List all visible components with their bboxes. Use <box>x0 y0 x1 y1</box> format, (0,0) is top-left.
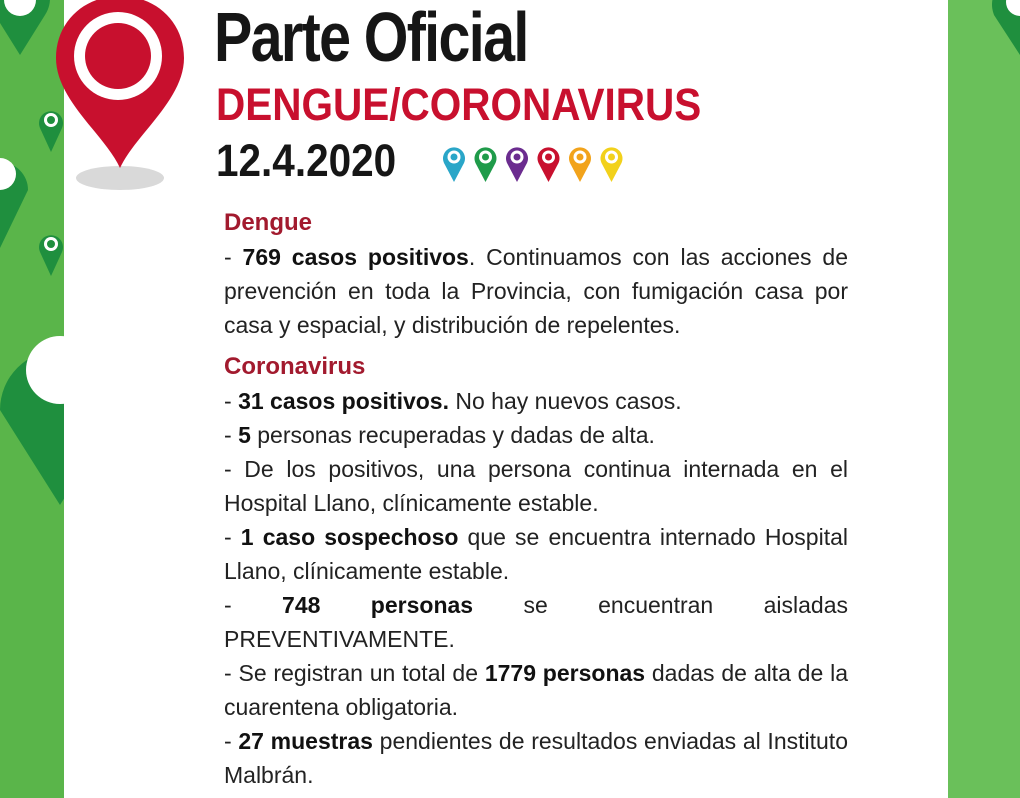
colored-pins-row <box>441 144 631 184</box>
coronavirus-heading: Coronavirus <box>224 353 366 380</box>
small-pin-icon <box>569 147 591 182</box>
list-item-text: - <box>224 388 239 414</box>
list-item <box>224 588 848 656</box>
list-item <box>224 656 848 724</box>
list-item <box>224 384 848 418</box>
list-item-text: personas recuperadas y dadas de alta. <box>250 422 655 448</box>
list-item-bold: 1779 personas <box>484 660 646 686</box>
list-item-text: - <box>224 422 239 448</box>
dengue-bold: 769 casos positivos <box>242 244 469 270</box>
list-item-text: - <box>224 728 239 754</box>
list-item-bold: 1 caso sospechoso <box>240 524 459 550</box>
location-pin-logo-icon <box>50 0 190 195</box>
decorative-pin-icon <box>0 130 30 250</box>
report-date: 12.4.2020 <box>216 135 397 186</box>
dengue-heading: Dengue <box>224 209 313 236</box>
small-pin-icon <box>475 147 497 182</box>
list-item-text: dadas de alta de la cuarentena obligatoria. <box>224 660 848 720</box>
list-item <box>224 724 848 792</box>
list-item-text: se encuentran aisladas PREVENTIVAMENTE. <box>224 592 848 652</box>
list-item <box>224 418 848 452</box>
list-item-text: - <box>224 592 283 618</box>
report-subtitle: DENGUE/CORONAVIRUS <box>216 79 702 130</box>
report-content <box>224 206 848 792</box>
decorative-pin-icon <box>0 290 70 510</box>
dengue-lead: - <box>224 244 243 270</box>
coronavirus-list <box>224 384 848 792</box>
list-item-text: - <box>224 524 241 550</box>
dengue-paragraph <box>224 240 848 342</box>
list-item-text: No hay nuevos casos. <box>449 388 682 414</box>
decorative-pin-icon <box>980 0 1020 60</box>
small-pin-icon <box>601 147 623 182</box>
background-right <box>948 0 1020 798</box>
list-item <box>224 520 848 588</box>
small-pin-icon <box>443 147 465 182</box>
report-title: Parte Oficial <box>214 0 528 76</box>
list-item <box>224 452 848 520</box>
list-item-bold: 31 casos positivos. <box>238 388 449 414</box>
list-item-bold: 27 muestras <box>238 728 373 754</box>
dengue-text: . Continuamos con las acciones de prevención en toda la Provincia, con fumigación casa por casa y espacial, y distribución de repelentes. <box>224 244 848 338</box>
small-pin-icon <box>506 147 528 182</box>
list-item-bold: 5 <box>238 422 251 448</box>
list-item-bold: 748 personas <box>282 592 474 618</box>
list-item-text: que se encuentra internado Hospital Llano, clínicamente estable. <box>224 524 848 584</box>
decorative-pin-icon <box>36 228 66 278</box>
list-item-text: pendientes de resultados enviadas al Instituto Malbrán. <box>224 728 848 788</box>
list-item-text: - Se registran un total de <box>224 660 485 686</box>
list-item-text: - De los positivos, una persona continua internada en el Hospital Llano, clínicamente estable. <box>224 456 848 516</box>
small-pin-icon <box>538 147 560 182</box>
